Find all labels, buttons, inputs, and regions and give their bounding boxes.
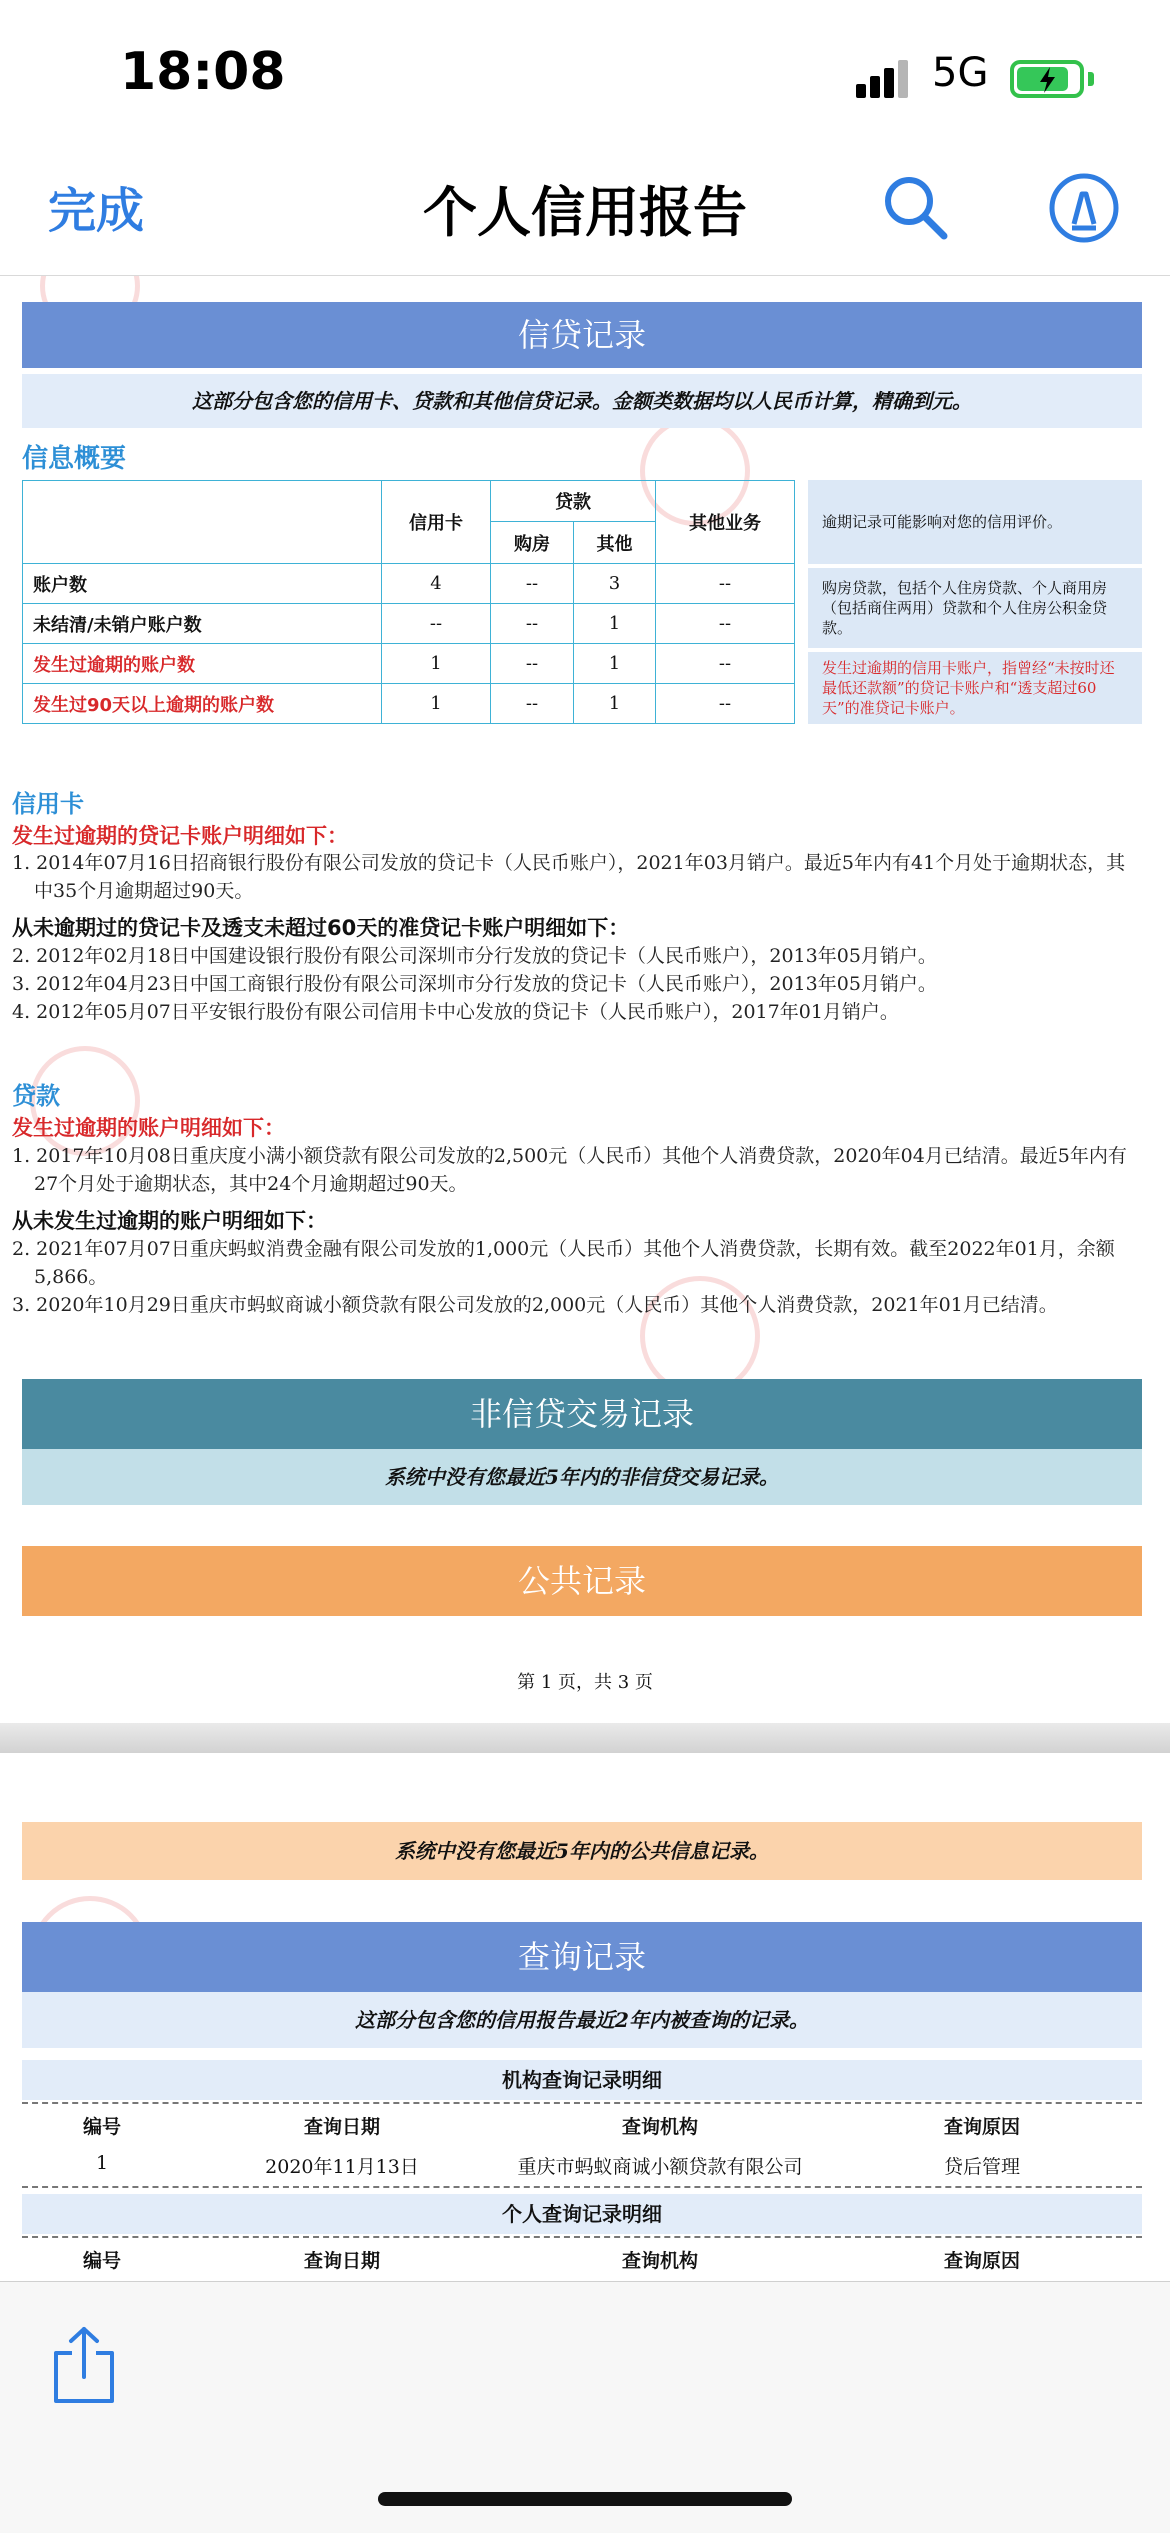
card-normal-heading: 从未逾期过的贷记卡及透支未超过60天的准贷记卡账户明细如下： bbox=[12, 916, 630, 940]
loan-overdue-heading: 发生过逾期的账户明细如下： bbox=[12, 1116, 285, 1140]
credit-record-banner: 信贷记录 bbox=[22, 302, 1142, 368]
divider bbox=[22, 2236, 1142, 2238]
cell-value: 1 bbox=[381, 683, 491, 724]
row-label: 发生过90天以上逾期的账户数 bbox=[22, 683, 382, 724]
col-header-reason: 查询原因 bbox=[943, 2116, 1020, 2138]
col-header-org: 查询机构 bbox=[621, 2116, 698, 2138]
loan-overdue-item-cont: 27个月处于逾期状态，其中24个月逾期超过90天。 bbox=[34, 1173, 468, 1195]
overview-title: 信息概要 bbox=[22, 444, 127, 474]
status-time: 18:08 bbox=[120, 42, 286, 102]
loan-normal-item: 2. 2021年07月07日重庆蚂蚁消费金融有限公司发放的1,000元（人民币）其他个人消费贷款，长期有效。截至2022年01月，余额 bbox=[12, 1238, 1115, 1260]
cell-value: -- bbox=[490, 683, 574, 724]
card-overdue-heading: 发生过逾期的贷记卡账户明细如下： bbox=[12, 824, 348, 848]
note-house-loan: 购房贷款，包括个人住房贷款、个人商用房（包括商住两用）贷款和个人住房公积金贷款。 bbox=[808, 568, 1142, 648]
cell-value: 3 bbox=[573, 563, 656, 604]
credit-record-subtitle: 这部分包含您的信用卡、贷款和其他信贷记录。金额类数据均以人民币计算，精确到元。 bbox=[22, 374, 1142, 428]
row-label: 账户数 bbox=[22, 563, 382, 604]
col-header-no: 编号 bbox=[82, 2250, 121, 2272]
note-overdue-card: 发生过逾期的信用卡账户，指曾经“未按时还最低还款额”的贷记卡账户和“透支超过60天”的准贷记卡账户。 bbox=[808, 652, 1142, 724]
cell-value: 1 bbox=[381, 643, 491, 684]
cell-value: -- bbox=[490, 563, 574, 604]
page-title: 个人信用报告 bbox=[423, 181, 747, 244]
table-corner bbox=[22, 480, 382, 564]
cell-value: -- bbox=[490, 603, 574, 644]
query-row-no: 1 bbox=[95, 2152, 109, 2174]
col-header-date: 查询日期 bbox=[303, 2116, 380, 2138]
document-viewer[interactable] bbox=[0, 276, 1170, 2281]
card-normal-item: 4. 2012年05月07日平安银行股份有限公司信用卡中心发放的贷记卡（人民币账户），2017年01月销户。 bbox=[12, 1001, 899, 1023]
share-icon[interactable] bbox=[50, 2325, 118, 2405]
header-house: 购房 bbox=[490, 521, 574, 564]
query-record-banner: 查询记录 bbox=[22, 1922, 1142, 1992]
loan-title: 贷款 bbox=[12, 1082, 60, 1110]
divider bbox=[22, 2102, 1142, 2104]
row-label: 发生过逾期的账户数 bbox=[22, 643, 382, 684]
loan-normal-item-cont: 5,866。 bbox=[34, 1266, 108, 1288]
card-overdue-item: 1. 2014年07月16日招商银行股份有限公司发放的贷记卡（人民币账户），2021年03月销户。最近5年内有41个月处于逾期状态，其 bbox=[12, 852, 1126, 874]
header-other-business: 其他业务 bbox=[655, 480, 795, 564]
cell-value: -- bbox=[655, 643, 795, 684]
loan-normal-heading: 从未发生过逾期的账户明细如下： bbox=[12, 1209, 327, 1233]
header-credit-card: 信用卡 bbox=[381, 480, 491, 564]
battery-tip bbox=[1088, 72, 1094, 86]
search-icon[interactable] bbox=[880, 172, 950, 242]
markup-icon[interactable] bbox=[1048, 172, 1120, 244]
cell-value: 1 bbox=[573, 603, 656, 644]
charging-bolt-icon bbox=[1033, 65, 1063, 95]
public-record-banner: 公共记录 bbox=[22, 1546, 1142, 1616]
page-footer: 第 1 页，共 3 页 bbox=[517, 1672, 653, 1693]
non-credit-banner: 非信贷交易记录 bbox=[22, 1379, 1142, 1449]
header-other: 其他 bbox=[573, 521, 656, 564]
query-row-reason: 贷后管理 bbox=[943, 2156, 1020, 2178]
institution-query-title: 机构查询记录明细 bbox=[22, 2060, 1142, 2100]
public-record-subtitle: 系统中没有您最近5年内的公共信息记录。 bbox=[22, 1822, 1142, 1880]
cell-value: -- bbox=[490, 643, 574, 684]
query-row-date: 2020年11月13日 bbox=[265, 2156, 419, 2178]
cell-value: -- bbox=[655, 683, 795, 724]
non-credit-subtitle: 系统中没有您最近5年内的非信贷交易记录。 bbox=[22, 1449, 1142, 1505]
cellular-signal-icon bbox=[856, 60, 916, 98]
cell-value: -- bbox=[655, 563, 795, 604]
col-header-no: 编号 bbox=[82, 2116, 121, 2138]
network-type: 5G bbox=[932, 50, 989, 96]
credit-card-title: 信用卡 bbox=[12, 790, 84, 818]
done-button[interactable]: 完成 bbox=[48, 183, 145, 239]
cell-value: -- bbox=[381, 603, 491, 644]
note-overdue: 逾期记录可能影响对您的信用评价。 bbox=[808, 480, 1142, 564]
query-row-org: 重庆市蚂蚁商诚小额贷款有限公司 bbox=[517, 2156, 803, 2178]
cell-value: 1 bbox=[573, 643, 656, 684]
page-separator bbox=[0, 1723, 1170, 1753]
loan-overdue-item: 1. 2017年10月08日重庆度小满小额贷款有限公司发放的2,500元（人民币）其他个人消费贷款，2020年04月已结清。最近5年内有 bbox=[12, 1145, 1127, 1167]
query-record-subtitle: 这部分包含您的信用报告最近2年内被查询的记录。 bbox=[22, 1992, 1142, 2048]
col-header-date: 查询日期 bbox=[303, 2250, 380, 2272]
card-normal-item: 3. 2012年04月23日中国工商银行股份有限公司深圳市分行发放的贷记卡（人民币账户），2013年05月销户。 bbox=[12, 973, 937, 995]
cell-value: -- bbox=[655, 603, 795, 644]
header-loan: 贷款 bbox=[490, 480, 656, 522]
card-overdue-item-cont: 中35个月逾期超过90天。 bbox=[34, 880, 254, 902]
col-header-org: 查询机构 bbox=[621, 2250, 698, 2272]
loan-normal-item: 3. 2020年10月29日重庆市蚂蚁商诚小额贷款有限公司发放的2,000元（人民币）其他个人消费贷款，2021年01月已结清。 bbox=[12, 1294, 1058, 1316]
row-label: 未结清/未销户账户数 bbox=[22, 603, 382, 644]
battery-icon bbox=[1010, 60, 1084, 98]
col-header-reason: 查询原因 bbox=[943, 2250, 1020, 2272]
divider bbox=[22, 2186, 1142, 2188]
card-normal-item: 2. 2012年02月18日中国建设银行股份有限公司深圳市分行发放的贷记卡（人民币账户），2013年05月销户。 bbox=[12, 945, 937, 967]
personal-query-title: 个人查询记录明细 bbox=[22, 2194, 1142, 2234]
cell-value: 1 bbox=[573, 683, 656, 724]
home-indicator bbox=[378, 2492, 792, 2506]
cell-value: 4 bbox=[381, 563, 491, 604]
